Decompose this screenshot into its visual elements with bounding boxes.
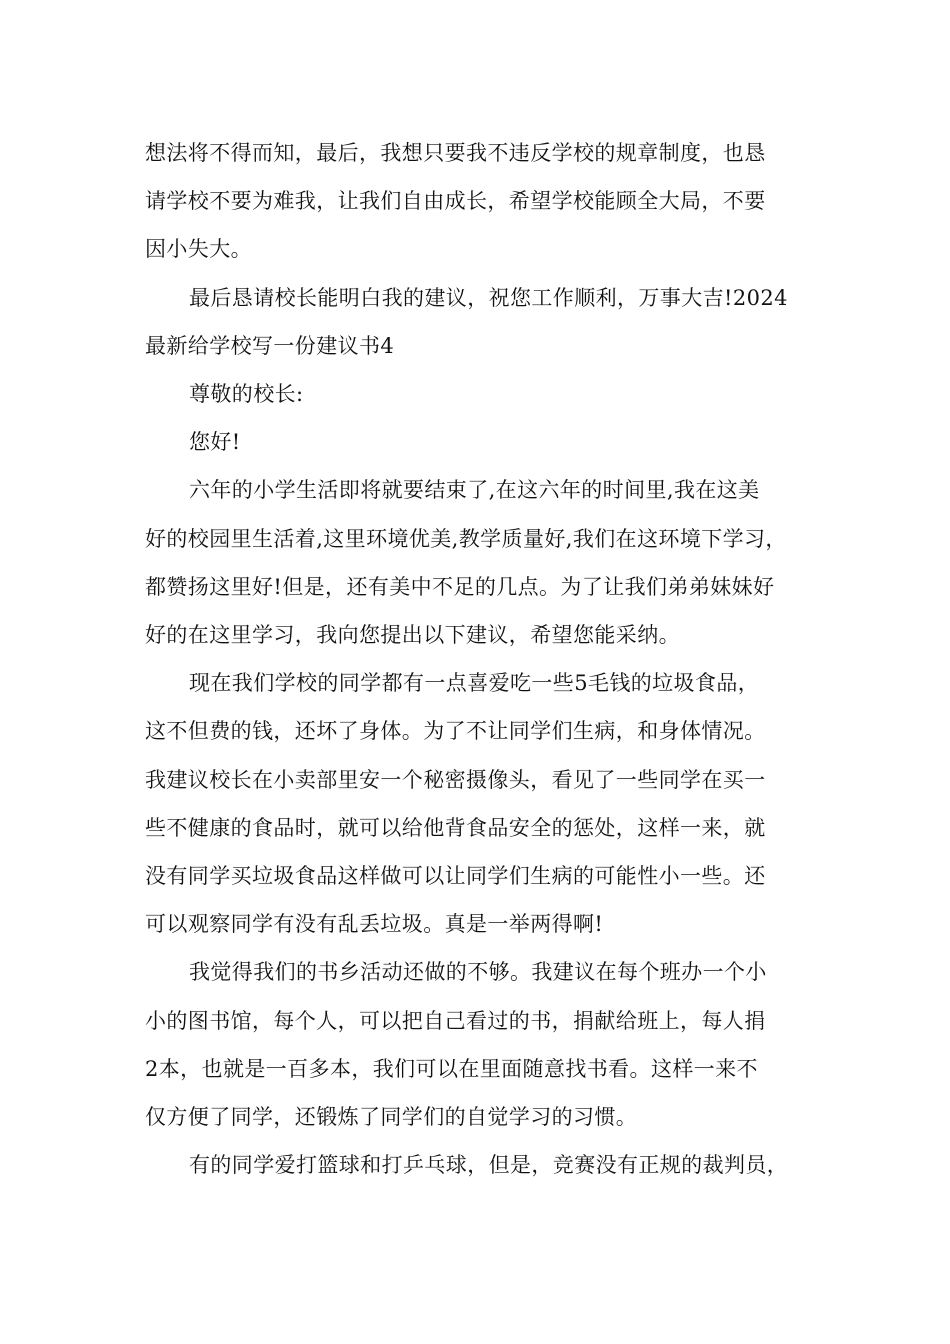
text-line: 想法将不得而知，最后，我想只要我不违反学校的规章制度，也恳 <box>145 141 766 165</box>
text-line: 这不但费的钱，还坏了身体。为了不让同学们生病，和身体情况。 <box>145 719 766 744</box>
text-line: 都赞扬这里好!但是，还有美中不足的几点。为了让我们弟弟妹妹好 <box>145 574 775 599</box>
text-line: 请学校不要为难我，让我们自由成长，希望学校能顾全大局，不要 <box>145 189 766 214</box>
text-line: 没有同学买垃圾食品这样做可以让同学们生病的可能性小一些。还 <box>145 864 766 889</box>
greeting <box>145 418 817 466</box>
text-line: 些不健康的食品时，就可以给他背食品安全的惩处，这样一来，就 <box>145 815 766 840</box>
paragraph-suggestion-3 <box>145 1141 817 1189</box>
text-line: 我觉得我们的书乡活动还做的不够。我建议在每个班办一个小 <box>189 960 767 985</box>
text-line: 因小失大。 <box>145 237 252 262</box>
text-line: 小的图书馆，每个人，可以把自己看过的书，捐献给班上，每人捐 <box>145 1008 766 1033</box>
text-line: 好的校园里生活着,这里环境优美,教学质量好,我们在这环境下学习， <box>145 526 787 551</box>
paragraph-suggestion-2 <box>145 948 817 1141</box>
paragraph-suggestion-1 <box>145 659 817 948</box>
text-line: 我建议校长在小卖部里安一个秘密摄像头，看见了一些同学在买一 <box>145 767 766 792</box>
text-line: 可以观察同学有没有乱丢垃圾。真是一举两得啊! <box>145 912 604 937</box>
text-line: 尊敬的校长: <box>189 382 304 407</box>
paragraph-1 <box>145 129 817 274</box>
text-line: 2本，也就是一百多本，我们可以在里面随意找书看。这样一来不 <box>145 1056 758 1081</box>
text-line: 有的同学爱打篮球和打乒乓球，但是，竞赛没有正规的裁判员， <box>189 1153 789 1178</box>
text-line: 六年的小学生活即将就要结束了,在这六年的时间里,我在这美 <box>189 478 760 503</box>
text-line: 最后恳请校长能明白我的建议，祝您工作顺利，万事大吉!2024 <box>189 285 788 310</box>
text-line: 仅方便了同学，还锻炼了同学们的自觉学习的习惯。 <box>145 1105 638 1130</box>
document-body <box>145 129 817 1189</box>
text-line: 好的在这里学习，我向您提出以下建议，希望您能采纳。 <box>145 623 680 648</box>
text-line: 现在我们学校的同学都有一点喜爱吃一些5毛钱的垃圾食品， <box>189 671 760 696</box>
salutation <box>145 370 817 418</box>
text-line: 最新给学校写一份建议书4 <box>145 333 395 358</box>
paragraph-intro <box>145 466 817 659</box>
paragraph-2 <box>145 274 817 370</box>
text-line: 您好! <box>189 430 241 455</box>
